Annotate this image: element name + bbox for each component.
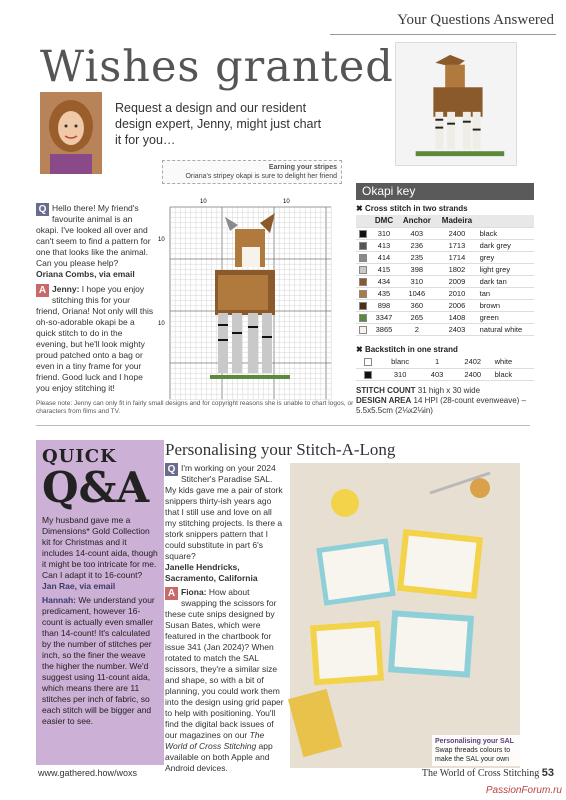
key-cell-madeira: 2010 — [436, 287, 477, 299]
color-swatch — [359, 242, 367, 250]
chart-tick-top-right: 10 — [283, 199, 290, 205]
expert-portrait — [40, 92, 102, 174]
stitch-count-label: STITCH COUNT — [356, 386, 416, 395]
key-cell-anchor: 1 — [421, 356, 453, 368]
key-row — [356, 239, 534, 251]
key-cell-anchor: 265 — [397, 311, 436, 323]
quick-qa-panel — [36, 440, 164, 765]
key-col-madeira: Madeira — [436, 215, 477, 227]
key-cell-dmc: 3347 — [371, 311, 398, 323]
key-cell-madeira: 2402 — [453, 356, 493, 368]
key-cell-name: black — [493, 368, 534, 380]
key-row — [356, 311, 534, 323]
quick-body — [42, 515, 158, 727]
letter-question: Hello there! My friend's favourite animal is an okapi. I've looked all over and can't seem to find a pattern for one that looks like the animal. Can you please help? — [36, 203, 151, 268]
key-col-dmc: DMC — [371, 215, 398, 227]
chart-caption — [162, 160, 342, 184]
key-row — [356, 323, 534, 335]
color-swatch — [364, 358, 372, 366]
section-divider — [36, 425, 530, 426]
color-swatch — [359, 302, 367, 310]
page-number: 53 — [541, 767, 554, 779]
design-area-label: DESIGN AREA — [356, 396, 412, 405]
page-headline: Wishes granted — [40, 42, 394, 92]
key-cell-name: grey — [478, 251, 534, 263]
sal-answer-2: app available on both Apple and Android devices. — [165, 741, 273, 773]
sal-asker: Janelle Hendricks, Sacramento, California — [165, 562, 258, 583]
color-swatch — [359, 230, 367, 238]
key-cell-madeira: 2009 — [436, 275, 477, 287]
key-cell-anchor: 403 — [397, 227, 436, 239]
section-title: Your Questions Answered — [397, 12, 554, 28]
key-row — [356, 275, 534, 287]
back-row — [356, 356, 534, 368]
key-cell-anchor: 310 — [397, 275, 436, 287]
key-cell-madeira: 1714 — [436, 251, 477, 263]
key-cell-dmc: 898 — [371, 299, 398, 311]
key-cell-dmc: 310 — [371, 227, 398, 239]
color-swatch — [359, 266, 367, 274]
key-table-cross — [356, 215, 534, 336]
key-cell-name: white — [493, 356, 534, 368]
key-cell-madeira: 1408 — [436, 311, 477, 323]
key-cell-dmc: 310 — [379, 368, 421, 380]
key-cell-anchor: 360 — [397, 299, 436, 311]
chart-tick-left-bottom: 10 — [158, 321, 165, 327]
key-section-back: ✖ Backstitch in one strand — [356, 345, 458, 354]
footer-url[interactable]: www.gathered.how/woxs — [38, 768, 138, 778]
sal-answer-marker: A — [165, 587, 178, 600]
key-row — [356, 299, 534, 311]
key-col-name — [478, 215, 534, 227]
reader-letter — [36, 203, 154, 394]
key-row — [356, 287, 534, 299]
key-cell-name: dark tan — [478, 275, 534, 287]
key-cell-anchor: 236 — [397, 239, 436, 251]
key-row — [356, 263, 534, 275]
key-cell-dmc: blanc — [379, 356, 421, 368]
key-cell-name: brown — [478, 299, 534, 311]
key-cell-name: natural white — [478, 323, 534, 335]
key-cell-dmc: 414 — [371, 251, 398, 263]
key-cell-name: green — [478, 311, 534, 323]
key-cell-madeira: 1802 — [436, 263, 477, 275]
sal-answerer: Fiona: — [181, 587, 207, 597]
key-title: Okapi key — [356, 183, 534, 200]
key-cell-anchor: 403 — [421, 368, 453, 380]
quick-label: QUICK — [42, 446, 117, 467]
answer-marker: A — [36, 284, 49, 297]
key-cell-name: light grey — [478, 263, 534, 275]
sal-letter — [165, 463, 285, 774]
key-cell-madeira: 2400 — [453, 368, 493, 380]
key-cell-dmc: 415 — [371, 263, 398, 275]
key-cell-name: tan — [478, 287, 534, 299]
color-swatch — [359, 278, 367, 286]
footer-magazine: The World of Cross Stitching 53 — [421, 767, 554, 779]
disclaimer: Please note: Jenny can only fit in fairly small designs and for copyright reasons she is unable to chart logos, or characters from films and TV. — [36, 400, 354, 415]
back-row — [356, 368, 534, 380]
quick-big-title: Q&A — [42, 463, 150, 512]
sal-question-marker: Q — [165, 463, 178, 476]
key-cell-name: black — [478, 227, 534, 239]
chart-tick-top-left: 10 — [200, 199, 207, 205]
okapi-stitched-image — [395, 42, 517, 166]
key-col-anchor: Anchor — [397, 215, 436, 227]
sal-caption-text: Swap threads colours to make the SAL your own — [435, 747, 511, 763]
quick-asker: Jan Rae, via email — [42, 581, 116, 591]
quick-answerer: Hannah: — [42, 595, 76, 605]
sal-answer-app: The World of Cross Stitching — [165, 730, 265, 751]
sal-photo-caption — [432, 735, 520, 766]
color-swatch — [364, 371, 372, 379]
key-cell-anchor: 2 — [397, 323, 436, 335]
letter-asker: Oriana Combs, via email — [36, 269, 135, 279]
quick-question: My husband gave me a Dimensions* Gold Collection kit for Christmas and it includes 14-count aida, though it might be too intricate for me. Can I adapt it to 16-count? — [42, 515, 158, 580]
caption-text: Oriana's stripey okapi is sure to delight her friend — [185, 173, 337, 180]
stitch-count: 31 high x 30 wide — [417, 386, 481, 395]
key-cell-madeira: 2006 — [436, 299, 477, 311]
design-area: 14 HPI (28-count evenweave) – 5.5x5.5cm (2⅛x2⅛in) — [356, 396, 527, 415]
stitch-info — [356, 386, 536, 416]
key-cell-anchor: 235 — [397, 251, 436, 263]
letter-answerer: Jenny: — [52, 284, 80, 294]
chart-tick-left-top: 10 — [158, 237, 165, 243]
key-section-cross: ✖ Cross stitch in two strands — [356, 204, 468, 213]
color-swatch — [359, 326, 367, 334]
key-table-back — [356, 356, 534, 381]
quick-answer: We understand your predicament, however 16-count is actually even smaller than 14-count! It's calculated by the number of stitches per inch, so the finer the weave the higher the number. We'd suggest using 11-count aida, which means there are 11 stitches per inch of fabric, so each stitch will be bigger and easier to see. — [42, 595, 155, 726]
top-divider — [330, 34, 556, 35]
key-cell-dmc: 3865 — [371, 323, 398, 335]
intro-text: Request a design and our resident design expert, Jenny, might just chart it for you… — [115, 101, 322, 147]
question-marker: Q — [36, 203, 49, 216]
key-cell-anchor: 1046 — [397, 287, 436, 299]
color-swatch — [359, 314, 367, 322]
key-col-symbol — [356, 215, 371, 227]
letter-answer: I hope you enjoy stitching this for your friend, Oriana! Not only will this oh-so-adorable okapi be a quick stitch to do in the evening, but he'll look mighty proud patched onto a bag or even in a tiny frame for your friend. Good luck and I hope you enjoy stitching it! — [36, 284, 154, 393]
watermark: PassionForum.ru — [485, 785, 562, 796]
key-cell-dmc: 413 — [371, 239, 398, 251]
key-cell-name: dark grey — [478, 239, 534, 251]
key-cell-madeira: 2400 — [436, 227, 477, 239]
sal-caption-title: Personalising your SAL — [435, 738, 514, 745]
color-swatch — [359, 290, 367, 298]
sal-answer-1: How about swapping the scissors for these cute snips designed by Susan Bates, which were featured in the chartbook for issue 341 (Jan 2024)? When rotated to match the SAL scissors, they're a similar size and shape, so with a bit of planning, you could work them into the design using grid paper to help with positioning. You'll find the digital back issues of our magazines on our — [165, 587, 284, 740]
key-row — [356, 251, 534, 263]
key-cell-dmc: 435 — [371, 287, 398, 299]
sal-title: Personalising your Stitch-A-Long — [165, 440, 396, 459]
caption-title: Earning your stripes — [268, 164, 337, 171]
key-cell-madeira: 1713 — [436, 239, 477, 251]
key-row — [356, 227, 534, 239]
okapi-chart — [160, 195, 345, 405]
sal-question: I'm working on your 2024 Stitcher's Paradise SAL. My kids gave me a pair of stork snippers thirty-ish years ago that I still use and love on all my stitching projects. Is there a stork snippers pattern that I could substitute in part 6's square? — [165, 463, 283, 561]
key-cell-anchor: 398 — [397, 263, 436, 275]
color-swatch — [359, 254, 367, 262]
sal-photo — [290, 463, 520, 768]
key-cell-dmc: 434 — [371, 275, 398, 287]
key-cell-madeira: 2403 — [436, 323, 477, 335]
